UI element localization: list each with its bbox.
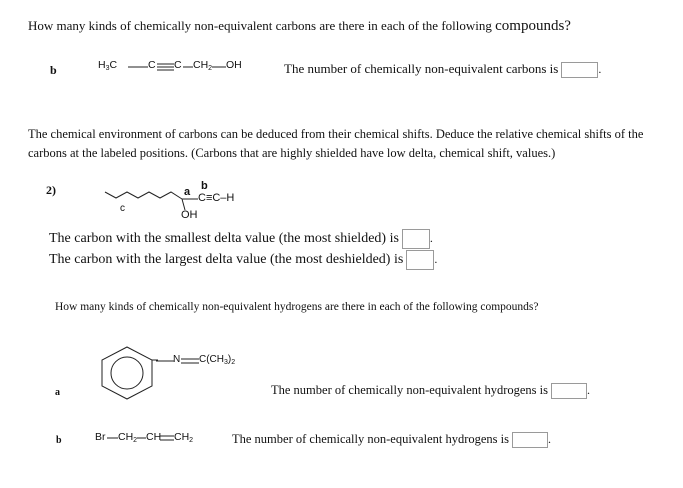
- largest-delta-input[interactable]: [406, 250, 434, 270]
- hydrogens-a-row: [271, 383, 590, 399]
- largest-delta-row: [49, 250, 437, 270]
- question-hydrogens: How many kinds of chemically non-equivalent hydrogens are there in each of the following compounds?: [55, 301, 539, 313]
- largest-delta-label: The carbon with the largest delta value (the most deshielded) is: [49, 252, 404, 268]
- smallest-delta-input[interactable]: [402, 229, 430, 249]
- smallest-delta-period: .: [429, 231, 433, 246]
- carbons-answer-input[interactable]: [561, 62, 598, 78]
- item-label-a: a: [55, 387, 60, 398]
- carbons-answer-period: .: [598, 62, 602, 76]
- allyl-terminal: $CH_2$: [174, 431, 194, 444]
- ring-substituent-bond: [156, 357, 174, 365]
- isopropylidene-group: $C(CH_3)_2$: [199, 354, 236, 366]
- allyl-double-bond: [160, 432, 174, 444]
- hydrogens-b-input[interactable]: [512, 432, 548, 448]
- methylene-group: $CH_2$: [193, 59, 213, 72]
- structure-hydroxyl: OH: [181, 209, 198, 221]
- allyl-bond-1: [107, 432, 118, 442]
- allyl-methylene: $CH_2$: [118, 431, 138, 444]
- item-label-2: 2): [46, 183, 56, 197]
- largest-delta-period: .: [434, 252, 438, 267]
- formula-propargyl-alcohol: $H_3C$: [98, 59, 118, 72]
- hydrogens-b-row: [232, 432, 551, 448]
- single-bond-3: [212, 60, 226, 72]
- allyl-methine: CH: [146, 431, 162, 443]
- item-label-b: b: [50, 63, 57, 77]
- allyl-bond-2: [137, 432, 146, 442]
- single-bond-1: [128, 60, 148, 72]
- smallest-delta-row: [49, 229, 433, 249]
- imine-double-bond: [181, 355, 199, 367]
- benzene-ring: [96, 344, 158, 402]
- position-label-c: c: [120, 203, 125, 214]
- question-carbons-end: compounds?: [495, 18, 571, 34]
- hydrogens-b-period: .: [548, 432, 552, 446]
- alkyne-carbon-1: C: [148, 59, 156, 71]
- hydrogens-a-period: .: [587, 383, 591, 397]
- question-carbons-heading: [28, 18, 571, 35]
- alkyne-carbon-2: C: [174, 59, 182, 71]
- single-bond-2: [183, 60, 193, 72]
- position-label-a: a: [184, 186, 191, 198]
- shift-instructions: The chemical environment of carbons can be deduced from their chemical shifts. Deduce the relative chemical shifts of the carbons at the labeled positions. (Carbons that are highly shielded have low delta, chemical shift, values.): [28, 127, 644, 160]
- allyl-bromide-formula: Br: [95, 431, 106, 443]
- smallest-delta-label: The carbon with the smallest delta value (the most shielded) is: [49, 231, 399, 247]
- hydroxyl-group: OH: [226, 59, 242, 71]
- imine-substituent: N: [173, 354, 181, 365]
- question-carbons-text: How many kinds of chemically non-equivalent carbons are there in each of the following: [28, 18, 492, 33]
- alkyne-terminal: C≡C–H: [198, 192, 235, 204]
- hydrogens-a-input[interactable]: [551, 383, 587, 399]
- carbons-answer-row: [284, 61, 601, 78]
- hydrogens-b-label: The number of chemically non-equivalent hydrogens is: [232, 432, 510, 446]
- carbons-answer-label: The number of chemically non-equivalent carbons is: [284, 61, 559, 76]
- triple-bond: [157, 60, 174, 72]
- hydrogens-a-label: The number of chemically non-equivalent hydrogens is: [271, 383, 549, 397]
- position-label-b: b: [201, 180, 208, 192]
- item-label-b2: b: [56, 435, 62, 446]
